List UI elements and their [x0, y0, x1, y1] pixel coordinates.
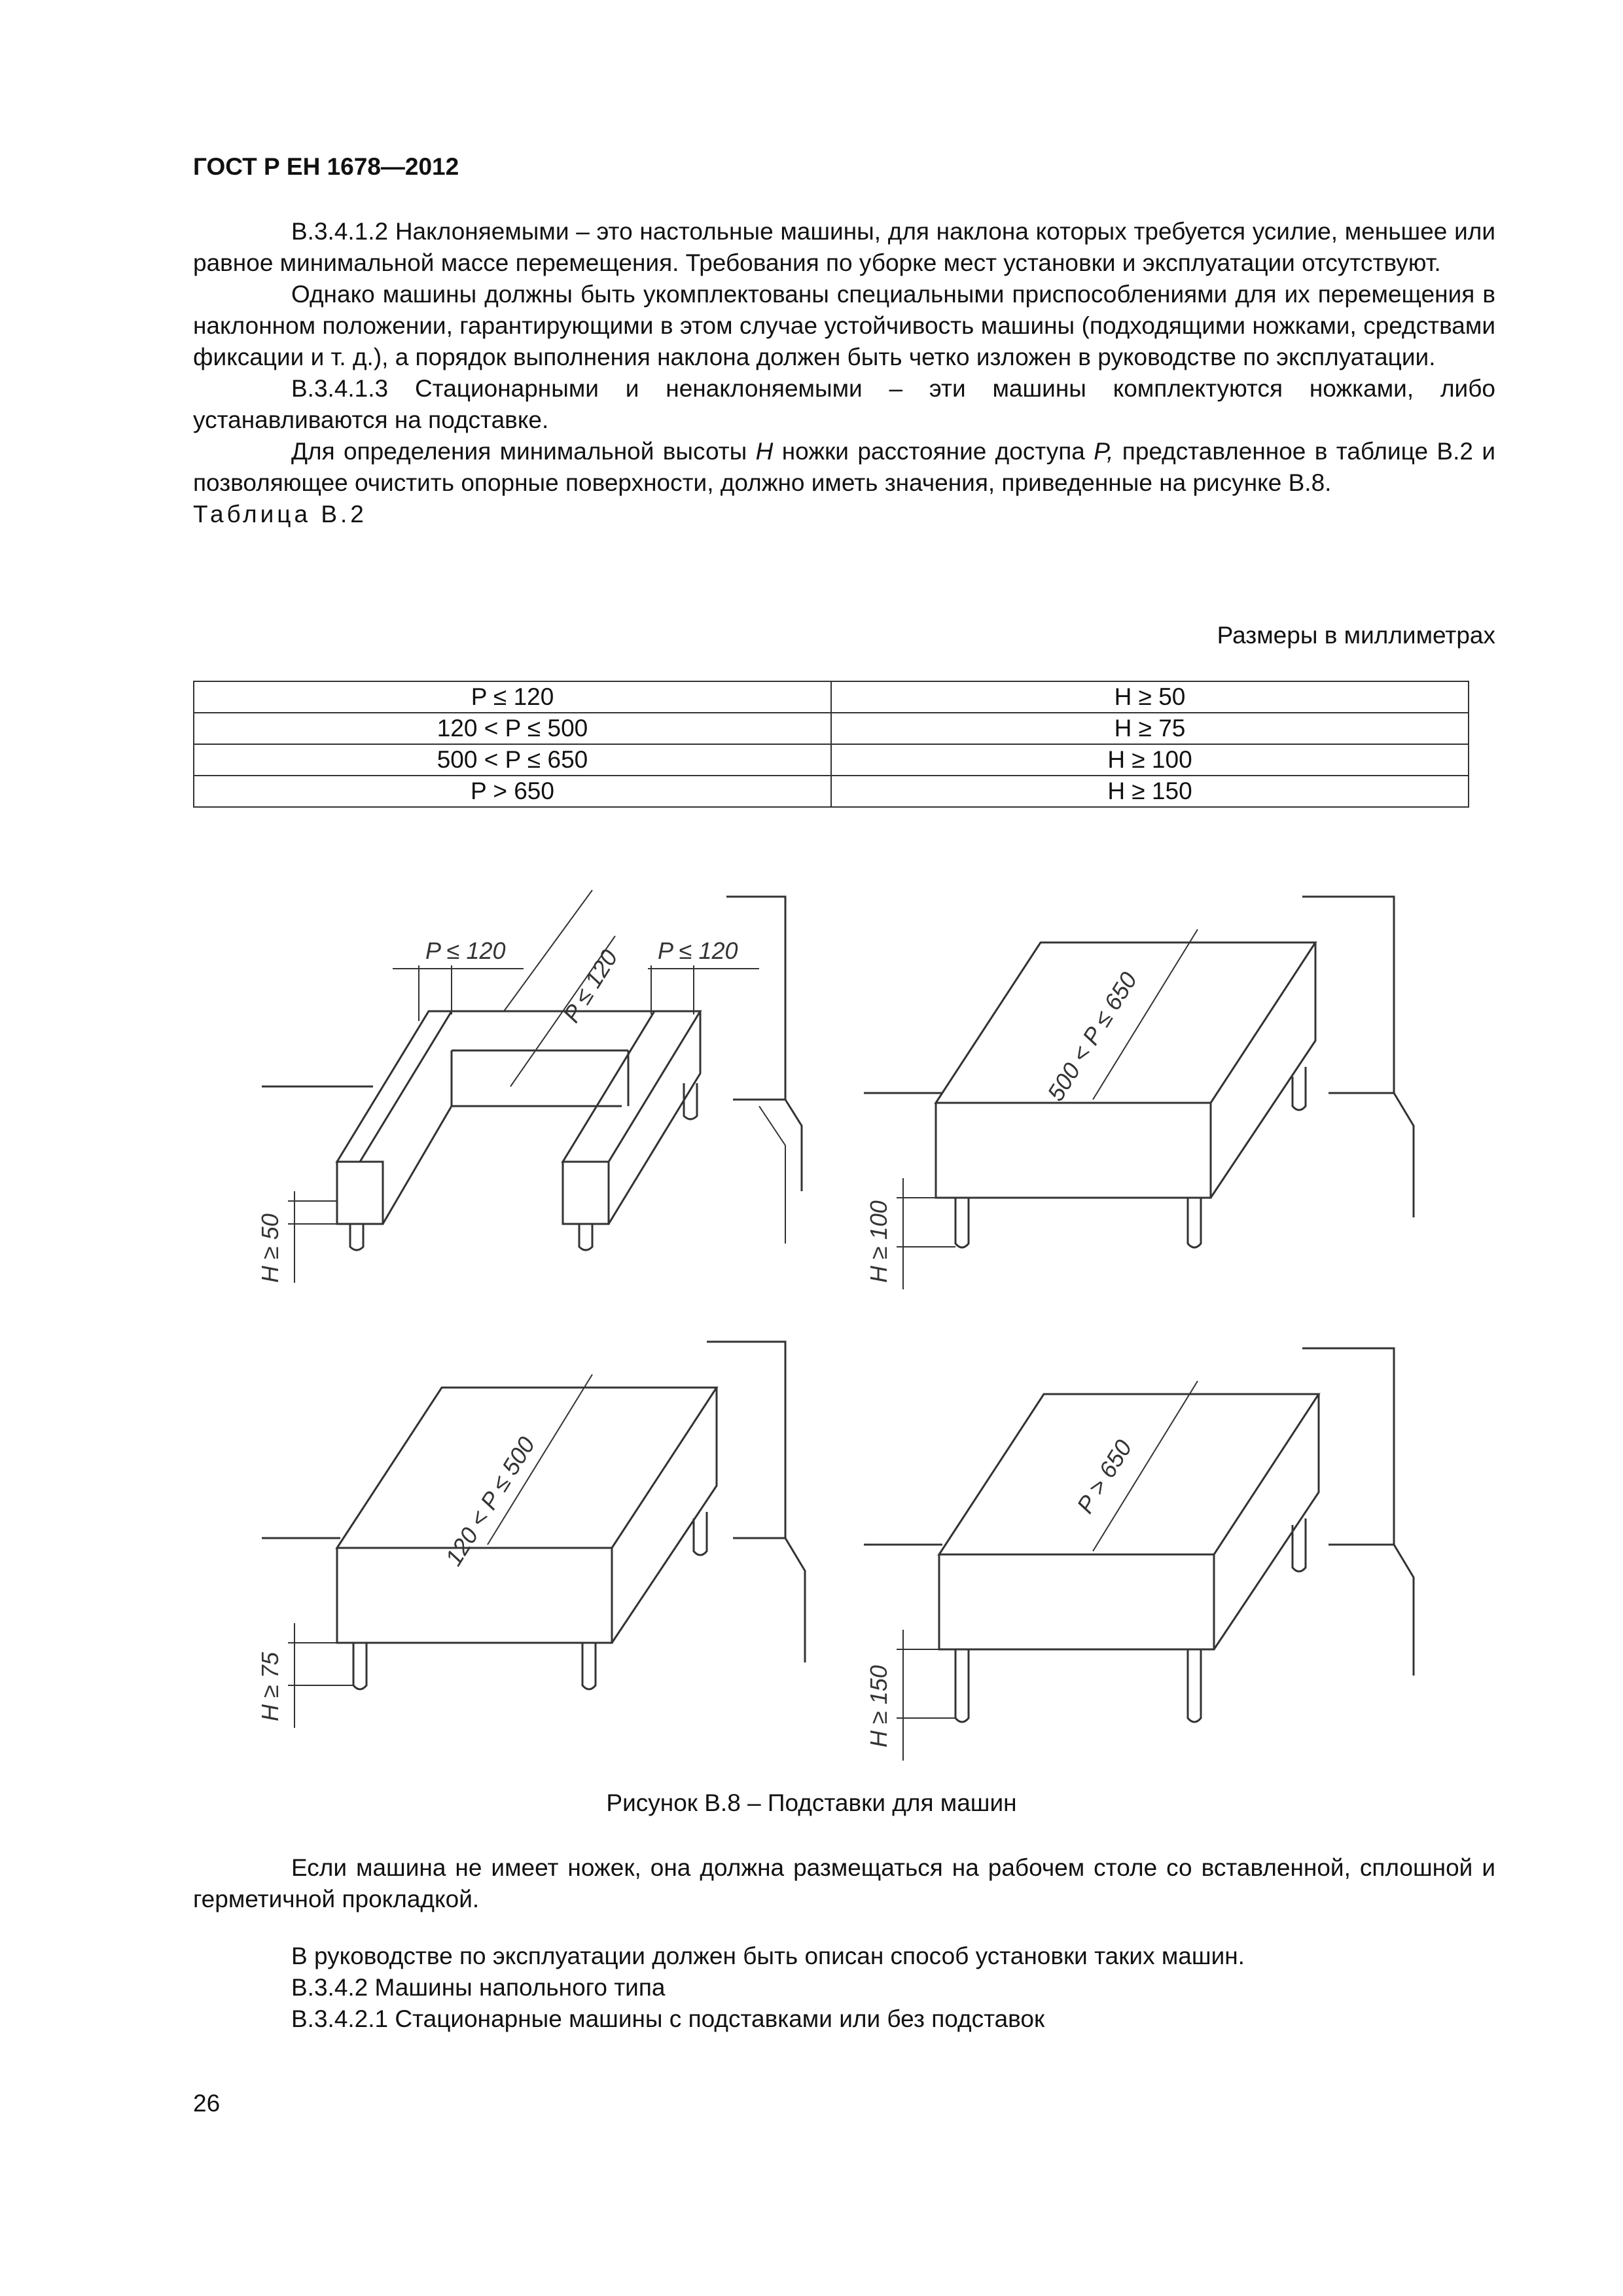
dim-label-h: H ≥ 50 — [257, 1213, 283, 1283]
leg — [582, 1643, 596, 1689]
table-row — [194, 744, 1469, 776]
panel-wide-stand — [864, 897, 1414, 1289]
dim-label-p: P ≤ 120 — [558, 944, 623, 1028]
dim-label-p: P ≤ 120 — [658, 937, 738, 964]
panel-large-stand — [864, 1348, 1414, 1761]
paragraph-text: ножки расстояние доступа — [773, 438, 1094, 465]
dimension-line — [648, 965, 759, 1014]
dim-label-p: 120 < P ≤ 500 — [440, 1431, 541, 1571]
leg — [353, 1643, 366, 1689]
table-row — [194, 776, 1469, 807]
dim-label-h: H ≥ 150 — [865, 1665, 892, 1748]
symbol-h: H — [755, 438, 774, 465]
table-cell-h: H ≥ 75 — [831, 713, 1469, 744]
box-top — [939, 1394, 1319, 1554]
table-row — [194, 681, 1469, 713]
leg — [579, 1224, 592, 1250]
main-text — [193, 216, 1495, 530]
box-side — [1211, 942, 1315, 1198]
table-cell-p: 120 < P ≤ 500 — [194, 713, 831, 744]
table-cell-h: H ≥ 100 — [831, 744, 1469, 776]
dim-label-p: P ≤ 120 — [425, 937, 506, 964]
table-row — [194, 713, 1469, 744]
leg — [955, 1198, 969, 1247]
dimensions-table — [193, 681, 1469, 808]
leg — [1188, 1649, 1201, 1722]
floor-perspective — [1394, 1545, 1414, 1676]
box-front — [939, 1554, 1214, 1649]
paragraph — [193, 436, 1495, 499]
leg — [350, 1224, 363, 1250]
units-note: Размеры в миллиметрах — [1217, 622, 1495, 649]
paragraph-text: Для определения минимальной высоты — [291, 438, 756, 465]
floor-perspective — [759, 1106, 785, 1244]
floor-perspective — [785, 1100, 802, 1191]
document-header: ГОСТ Р ЕН 1678—2012 — [193, 153, 459, 180]
dim-label-p: P > 650 — [1071, 1435, 1137, 1518]
right-arm-top — [563, 1011, 700, 1162]
page-number: 26 — [193, 2090, 221, 2117]
wall-line — [707, 1342, 785, 1538]
wall-line — [726, 897, 785, 1100]
table-cell-p: P ≤ 120 — [194, 681, 831, 713]
figure-machine-stands — [0, 870, 1623, 1774]
leg — [1293, 1518, 1306, 1571]
table-cell-h: H ≥ 50 — [831, 681, 1469, 713]
floor-perspective — [1394, 1093, 1414, 1217]
paragraph: В руководстве по эксплуатации должен быть описан способ установки таких машин. — [291, 1943, 1245, 1969]
back-bar-front — [452, 1050, 622, 1106]
paragraph-text: представленное в таблице В.2 и позволяющее очистить опорные поверхности, должно иметь значения, приведенные на рисунке В.8. — [193, 438, 1495, 496]
table-cell-h: H ≥ 150 — [831, 776, 1469, 807]
dimension-line — [393, 965, 524, 1021]
height-dimension — [897, 1178, 955, 1289]
dim-label-h: H ≥ 100 — [865, 1200, 892, 1283]
box-side — [612, 1388, 717, 1643]
box-top — [337, 1388, 717, 1548]
box-top — [936, 942, 1315, 1106]
panel-medium-stand — [257, 1342, 805, 1728]
symbol-p: P, — [1094, 438, 1114, 465]
left-arm-side — [383, 1060, 452, 1224]
leg — [1188, 1198, 1201, 1247]
section-heading: В.3.4.2 Машины напольного типа — [291, 1974, 666, 2001]
box-front — [337, 1548, 612, 1643]
leg — [955, 1649, 969, 1722]
height-dimension — [288, 1191, 337, 1283]
height-dimension — [288, 1623, 353, 1728]
paragraph: Если машина не имеет ножек, она должна размещаться на рабочем столе со вставленной, сплошной и герметичной прокладкой. — [193, 1854, 1495, 1912]
table-cell-p: 500 < P ≤ 650 — [194, 744, 831, 776]
table-caption: Таблица В.2 — [193, 501, 367, 528]
box-front — [936, 1103, 1211, 1198]
dim-label-p: 500 < P ≤ 650 — [1042, 967, 1143, 1106]
figure-caption: Рисунок В.8 – Подставки для машин — [606, 1789, 1017, 1816]
left-arm-front — [337, 1162, 383, 1224]
paragraph: Однако машины должны быть укомплектованы специальными приспособлениями для их перемещения в наклонном положении, гарантирующими в этом случае устойчивость машины (подходящими ножками, средствами фиксации и т. д.), а порядок выполнения наклона должен быть четко изложен в руководстве по эксплуатации. — [193, 281, 1495, 370]
paragraph: В.3.4.1.3 Стационарными и ненаклоняемыми – эти машины комплектуются ножками, либо устанавливаются на подставке. — [193, 375, 1495, 433]
floor-perspective — [785, 1538, 805, 1662]
subsection-heading: В.3.4.2.1 Стационарные машины с подставками или без подставок — [291, 2005, 1045, 2032]
paragraph: В.3.4.1.2 Наклоняемыми – это настольные машины, для наклона которых требуется усилие, меньшее или равное минимальной массе перемещения. Требования по уборке мест установки и эксплуатации отсутствуют. — [193, 218, 1495, 276]
right-arm-front — [563, 1162, 609, 1224]
dim-label-h: H ≥ 75 — [257, 1652, 283, 1721]
text-after-figure-2 — [193, 1941, 1495, 2035]
box-side — [1214, 1394, 1319, 1649]
wall-line — [1302, 1348, 1394, 1545]
text-after-figure — [193, 1852, 1495, 1915]
panel-u-stand — [257, 890, 802, 1283]
table-cell-p: P > 650 — [194, 776, 831, 807]
